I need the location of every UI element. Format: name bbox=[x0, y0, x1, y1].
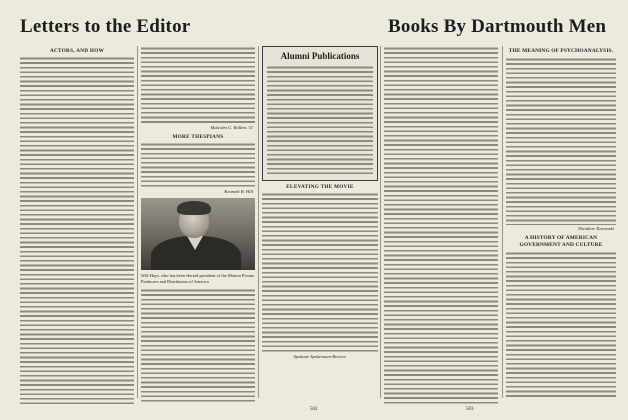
book-review-title: A HISTORY OF AMERICAN GOVERNMENT AND CULTURE bbox=[519, 235, 603, 248]
letter-body-text bbox=[141, 142, 255, 188]
books-column-2 bbox=[506, 46, 616, 404]
letters-section-title: Letters to the Editor bbox=[20, 16, 191, 37]
book-review-text bbox=[506, 57, 616, 225]
column-rule bbox=[137, 46, 138, 398]
letter-heading: ELEVATING THE MOVIE bbox=[286, 184, 354, 190]
letter-body-text bbox=[20, 56, 134, 404]
letter-signature: Kenneth B. Hill bbox=[224, 189, 253, 194]
photo-caption: Will Hays, who has been elected president of the Motion Picture Producers and Distributors of America bbox=[141, 273, 255, 284]
column-rule bbox=[502, 46, 503, 398]
book-review-text bbox=[506, 251, 616, 399]
letter-source: Spokane Spokesman-Review. bbox=[293, 354, 347, 359]
column-rule bbox=[380, 46, 381, 398]
column-rule bbox=[258, 46, 259, 398]
publications-list-text bbox=[384, 46, 498, 404]
books-column-1 bbox=[384, 46, 498, 404]
letter-heading: MORE THESPIANS bbox=[172, 134, 224, 140]
reviewer-signature: Theodore Karwoski bbox=[577, 226, 614, 231]
alumni-publications-box bbox=[262, 46, 378, 181]
letter-body-text bbox=[141, 46, 255, 124]
books-section-title: Books By Dartmouth Men bbox=[388, 16, 607, 37]
letter-signature: Malcolm G. Rollins '11 bbox=[210, 125, 253, 130]
letters-column-3 bbox=[262, 46, 378, 404]
letter-heading: ACTORS, AND HOW bbox=[49, 48, 105, 54]
alumni-publications-title: Alumni Publications bbox=[280, 51, 360, 61]
page-number: 503 bbox=[466, 407, 474, 412]
letter-body-text bbox=[262, 192, 378, 352]
book-review-title: THE MEANING OF PSYCHOANALYSIS. bbox=[508, 48, 614, 54]
page-number: 502 bbox=[310, 407, 318, 412]
portrait-photo bbox=[141, 198, 255, 270]
publications-body-text bbox=[267, 65, 373, 177]
letters-column-2 bbox=[141, 46, 255, 404]
letters-column-1 bbox=[20, 46, 134, 404]
letter-body-text bbox=[141, 288, 255, 404]
